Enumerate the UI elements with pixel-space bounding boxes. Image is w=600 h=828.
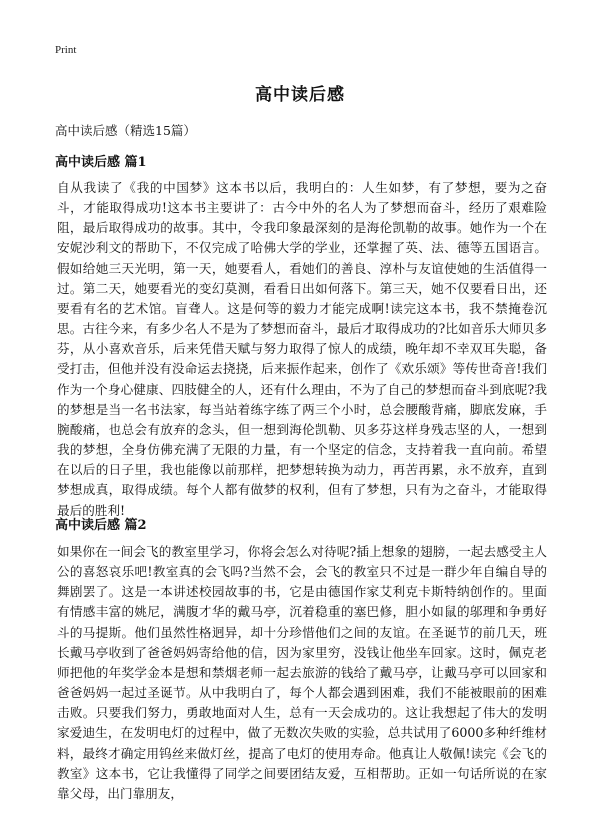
section-body-1: 自从我读了《我的中国梦》这本书以后，我明白的：人生如梦，有了梦想，要为之奋斗，才能取得成功!这本书主要讲了：古今中外的名人为了梦想而奋斗，经历了艰难险阻，最后取得成功的故事。其中，令我印象最深刻的是海伦凯勒的故事。她作为一个在安妮沙利文的帮助下，不仅完成了哈佛大学的学业，还掌握了英、法、德等五国语言。假如给她三天光明，第一天，她要看人，看她们的善良、淳朴与友谊使她的生活值得一过。第二天，她要看光的变幻莫测，看看日出如何落下。第三天，她不仅要看日出，还要看有名的艺术馆。盲聋人。这是何等的毅力才能完成啊!读完这本书，我不禁掩卷沉思。古往今来，有多少名人不是为了梦想而奋斗，最后才取得成功的?比如音乐大师贝多芬，从小喜欢音乐，后来凭借天赋与努力取得了惊人的成绩，晚年却不幸双耳失聪，备受打击，但他并没有没命运去挠挠，后来振作起来，创作了《欢乐颂》等传世奇音!我们作为一个身心健康、四肢健全的人，还有什么理由，不为了自己的梦想而奋斗到底呢?我的梦想是当一名书法家，每当站着练字练了两三个小时，总会腰酸背痛，脚底发麻，手腕酸痛，也总会有放弃的念头，但一想到海伦凯勒、贝多芬这样身残志坚的人，一想到我的梦想，全身仿佛充满了无限的力量，有一个坚定的信念，支持着我一直向前。希望在以后的日子里，我也能像以前那样，把梦想转换为动力，再苦再累，永不放弃，直到梦想成真，取得成绩。每个人都有做梦的权利，但有了梦想，只有为之奋斗，才能取得最后的胜利! — [57, 180, 547, 518]
section-heading-1: 高中读后感 篇1 — [55, 155, 147, 170]
document-title: 高中读后感 — [255, 85, 345, 105]
section-heading-2: 高中读后感 篇2 — [55, 518, 147, 533]
document-subtitle: 高中读后感（精选15篇） — [55, 123, 196, 138]
section-body-2: 如果你在一间会飞的教室里学习，你将会怎么对待呢?插上想象的翅膀，一起去感受主人公的喜怒哀乐吧!教室真的会飞吗?当然不会，会飞的教室只不过是一群少年自编自导的舞剧罢了。这是一本讲述校园故事的书，它是由德国作家艾利克卡斯特纳创作的。里面有情感丰富的姚尼，满腹才华的戴马亭，沉着稳重的塞巴修，胆小如鼠的邬理和争勇好斗的马提斯。他们虽然性格迥异，却十分珍惜他们之间的友谊。在圣诞节的前几天，班长戴马亭收到了爸爸妈妈寄给他的信，因为家里穷，没钱让他坐车回家。这时，佩克老师把他的年奖学金本是想和禁烟老师一起去旅游的钱给了戴马亭，让戴马亭可以回家和爸爸妈妈一起过圣诞节。从中我明白了，每个人都会遇到困难，我们不能被眼前的困难击败。只要我们努力，勇敢地面对人生，总有一天会成功的。这让我想起了伟大的发明家爱迪生，在发明电灯的过程中，做了无数次失败的实验，总共试用了6000多种纤维材料，最终才确定用钨丝来做灯丝，提高了电灯的使用寿命。他真让人敬佩!读完《会飞的教室》这本书，它让我懂得了同学之间要团结友爱，互相帮助。正如一句话所说的在家靠父母，出门靠朋友， — [57, 544, 547, 801]
print-label: Print — [55, 44, 77, 56]
